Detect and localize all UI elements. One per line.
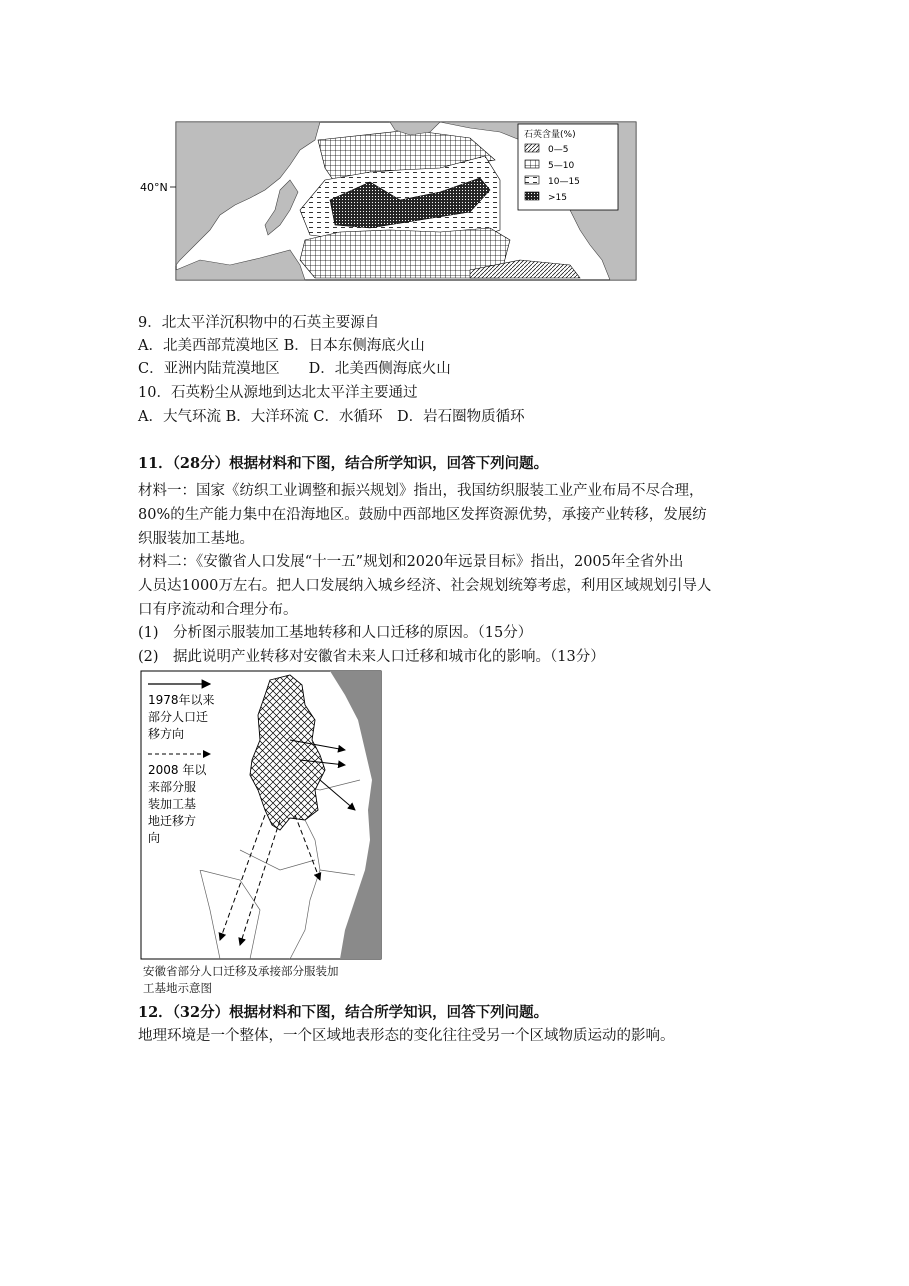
legend-title: 石英含量(%)	[524, 130, 576, 140]
q11-subquestion-2: (2) 据此说明产业转移对安徽省未来人口迁移和城市化的影响。（13分）	[138, 649, 605, 665]
q12-heading: 12．（32分）根据材料和下图，结合所学知识，回答下列问题。	[138, 1004, 549, 1021]
q11-subquestion-1: (1) 分析图示服装加工基地转移和人口迁移的原因。（15分）	[138, 625, 533, 641]
legend-dashed-line3: 装加工基	[148, 797, 197, 811]
legend-item-0-5: 0—5	[548, 145, 569, 155]
legend-dashed-line2: 来部分服	[148, 780, 197, 794]
legend-item-5-10: 5—10	[548, 161, 575, 171]
anhui-map-caption-line1: 安徽省部分人口迁移及承接部分服装加	[143, 964, 339, 978]
legend-solid-line1: 1978年以来	[148, 693, 215, 707]
q9-options-cd: C．亚洲内陆荒漠地区 D．北美西侧海底火山	[138, 361, 451, 377]
legend-solid-line2: 部分人口迁	[148, 710, 209, 724]
q9-options-ab: A．北美西部荒漠地区 B．日本东侧海底火山	[138, 338, 425, 354]
q10-options: A．大气环流 B．大洋环流 C．水循环 D．岩石圈物质循环	[138, 409, 525, 425]
q11-material1-line1: 材料一：国家《纺织工业调整和振兴规划》指出，我国纺织服装工业产业布局不尽合理，	[138, 483, 704, 499]
q11-material1-line2: 80%的生产能力集中在沿海地区。鼓励中西部地区发挥资源优势，承接产业转移，发展纺	[138, 507, 707, 523]
q10-stem: 10．石英粉尘从源地到达北太平洋主要通过	[138, 385, 418, 401]
anhui-map-caption-line2: 工基地示意图	[143, 981, 212, 995]
q9-stem: 9．北太平洋沉积物中的石英主要源自	[138, 315, 380, 331]
legend-dashed-line4: 地迁移方	[148, 814, 197, 828]
q11-material2-line1: 材料二：《安徽省人口发展“十一五”规划和2020年远景目标》指出，2005年全省外出	[138, 554, 684, 570]
q11-material2-line3: 口有序流动和合理分布。	[138, 602, 298, 618]
q11-material1-line3: 织服装加工基地。	[138, 531, 254, 547]
q11-heading: 11．（28分）根据材料和下图，结合所学知识，回答下列问题。	[138, 455, 549, 472]
legend-item-over15: >15	[548, 193, 567, 203]
q11-material2-line2: 人员达1000万左右。把人口发展纳入城乡经济、社会规划统筹考虑，利用区域规划引导人	[138, 578, 712, 594]
latitude-label: 40°N	[140, 181, 168, 194]
legend-solid-line3: 移方向	[148, 727, 185, 741]
legend-dashed-line1: 2008 年以	[148, 763, 207, 777]
quartz-map	[140, 120, 640, 282]
legend-dashed-line5: 向	[148, 831, 161, 845]
q12-line1: 地理环境是一个整体，一个区域地表形态的变化往往受另一个区域物质运动的影响。	[138, 1028, 675, 1044]
legend-item-10-15: 10—15	[548, 177, 580, 187]
anhui-map	[140, 670, 384, 962]
